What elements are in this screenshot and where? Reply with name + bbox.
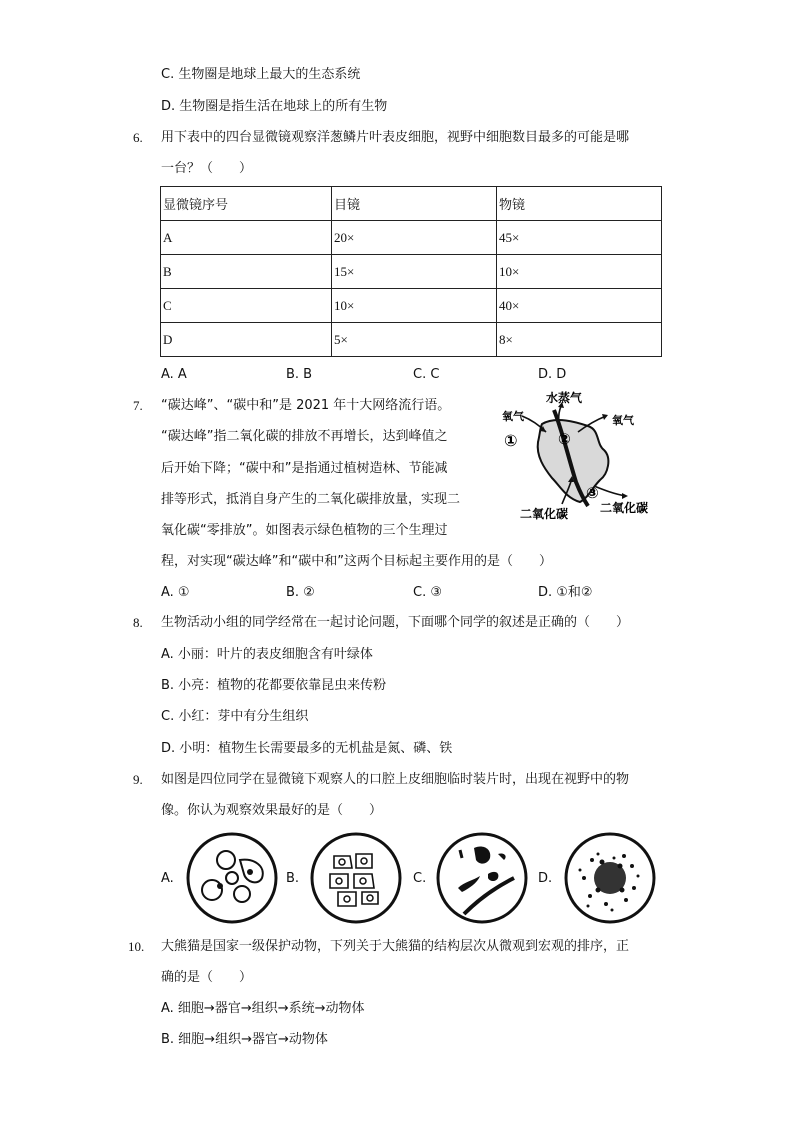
table-cell: 45× (497, 221, 662, 255)
q9-label-c: C. (413, 871, 427, 886)
q7-stem-line3: 后开始下降；“碳中和”是指通过植树造林、节能减 (161, 461, 448, 476)
q6-option-c: C. C (413, 367, 440, 382)
q7-stem-line1: “碳达峰”、“碳中和”是 2021 年十大网络流行语。 (161, 398, 451, 413)
q9-stem-line2: 像。你认为观察效果最好的是（ ） (161, 803, 383, 818)
q9-stem-line1: 如图是四位同学在显微镜下观察人的口腔上皮细胞临时装片时，出现在视野中的物 (161, 772, 630, 787)
nucleus (247, 869, 253, 875)
q8-option-d: D. 小明：植物生长需要最多的无机盐是氮、磷、铁 (161, 741, 453, 756)
q9-label-b: B. (286, 871, 300, 886)
mark-3: ③ (586, 484, 599, 502)
nucleus (217, 883, 223, 889)
table-cell: D (161, 323, 332, 357)
table-cell: 8× (497, 323, 662, 357)
table-header-cell: 显微镜序号 (161, 187, 332, 221)
q8-option-b: B. 小亮：植物的花都要依靠昆虫来传粉 (161, 678, 387, 693)
q7-option-b: B. ② (286, 585, 315, 600)
table-cell: 15× (332, 255, 497, 289)
q10-number: 10. (128, 939, 145, 954)
q9-number: 9. (133, 772, 143, 787)
q7-stem-line6: 程，对实现“碳达峰”和“碳中和”这两个目标起主要作用的是（ ） (161, 554, 552, 569)
microscope-view-a (184, 830, 280, 926)
q6-option-d: D. D (538, 367, 567, 382)
q10-stem-line2: 确的是（ ） (161, 970, 253, 985)
q5-option-d: D. 生物圈是指生活在地球上的所有生物 (161, 99, 388, 114)
q6-option-b: B. B (286, 367, 313, 382)
q8-number: 8. (133, 615, 143, 630)
q5-option-c: C. 生物圈是地球上最大的生态系统 (161, 67, 361, 82)
q9-label-d: D. (538, 871, 553, 886)
table-cell: 40× (497, 289, 662, 323)
table-header-cell: 目镜 (332, 187, 497, 221)
microscope-view-d (562, 830, 658, 926)
mark-1: ① (504, 431, 518, 450)
microscope-table (160, 186, 662, 357)
table-cell: 10× (497, 255, 662, 289)
q9-label-a: A. (161, 871, 174, 886)
q7-option-a: A. ① (161, 585, 190, 600)
leaf-physiology-figure (496, 386, 662, 520)
label-co2-right: 二氧化碳 (600, 501, 649, 515)
q6-number: 6. (133, 130, 143, 145)
q10-stem-line1: 大熊猫是国家一级保护动物，下列关于大熊猫的结构层次从微观到宏观的排序，正 (161, 939, 630, 954)
table-header-row (161, 187, 662, 221)
label-oxygen-left: 氧气 (502, 410, 524, 423)
table-cell: A (161, 221, 332, 255)
q6-stem-line2: 一台？（ ） (161, 161, 253, 176)
mark-2: ② (558, 430, 571, 448)
table-row (161, 289, 662, 323)
table-cell: 10× (332, 289, 497, 323)
bubble (202, 880, 222, 900)
q7-stem-line2: “碳达峰”指二氧化碳的排放不再增长，达到峰值之 (161, 429, 448, 444)
label-co2-bottom: 二氧化碳 (520, 507, 569, 520)
microscope-view-b (308, 830, 404, 926)
q7-option-c: C. ③ (413, 585, 442, 600)
q7-number: 7. (133, 398, 143, 413)
table-cell: 5× (332, 323, 497, 357)
q7-option-d: D. ①和② (538, 585, 593, 600)
q8-option-a: A. 小丽：叶片的表皮细胞含有叶绿体 (161, 647, 373, 662)
microscope-view-c (434, 830, 530, 926)
arrowhead (622, 493, 628, 499)
label-oxygen-right: 氧气 (612, 414, 634, 427)
table-cell: C (161, 289, 332, 323)
q8-stem: 生物活动小组的同学经常在一起讨论问题，下面哪个同学的叙述是正确的（ ） (161, 615, 630, 630)
q8-option-c: C. 小红：芽中有分生组织 (161, 709, 309, 724)
q10-option-b: B. 细胞→组织→器官→动物体 (161, 1032, 328, 1047)
bubble (226, 872, 238, 884)
table-cell: B (161, 255, 332, 289)
q10-option-a: A. 细胞→器官→组织→系统→动物体 (161, 1001, 365, 1016)
table-row (161, 221, 662, 255)
table-header-cell: 物镜 (497, 187, 662, 221)
label-water-vapor: 水蒸气 (546, 391, 583, 405)
table-row (161, 323, 662, 357)
q6-option-a: A. A (161, 367, 187, 382)
co2-out-arrow (594, 486, 626, 496)
bubble (234, 886, 250, 902)
bubble (217, 851, 235, 869)
q7-stem-line4: 排等形式，抵消自身产生的二氧化碳排放量，实现二 (161, 492, 461, 507)
table-row (161, 255, 662, 289)
table-cell: 20× (332, 221, 497, 255)
q6-stem-line1: 用下表中的四台显微镜观察洋葱鳞片叶表皮细胞，视野中细胞数目最多的可能是哪 (161, 130, 630, 145)
q7-stem-line5: 氧化碳“零排放”。如图表示绿色植物的三个生理过 (161, 523, 448, 538)
